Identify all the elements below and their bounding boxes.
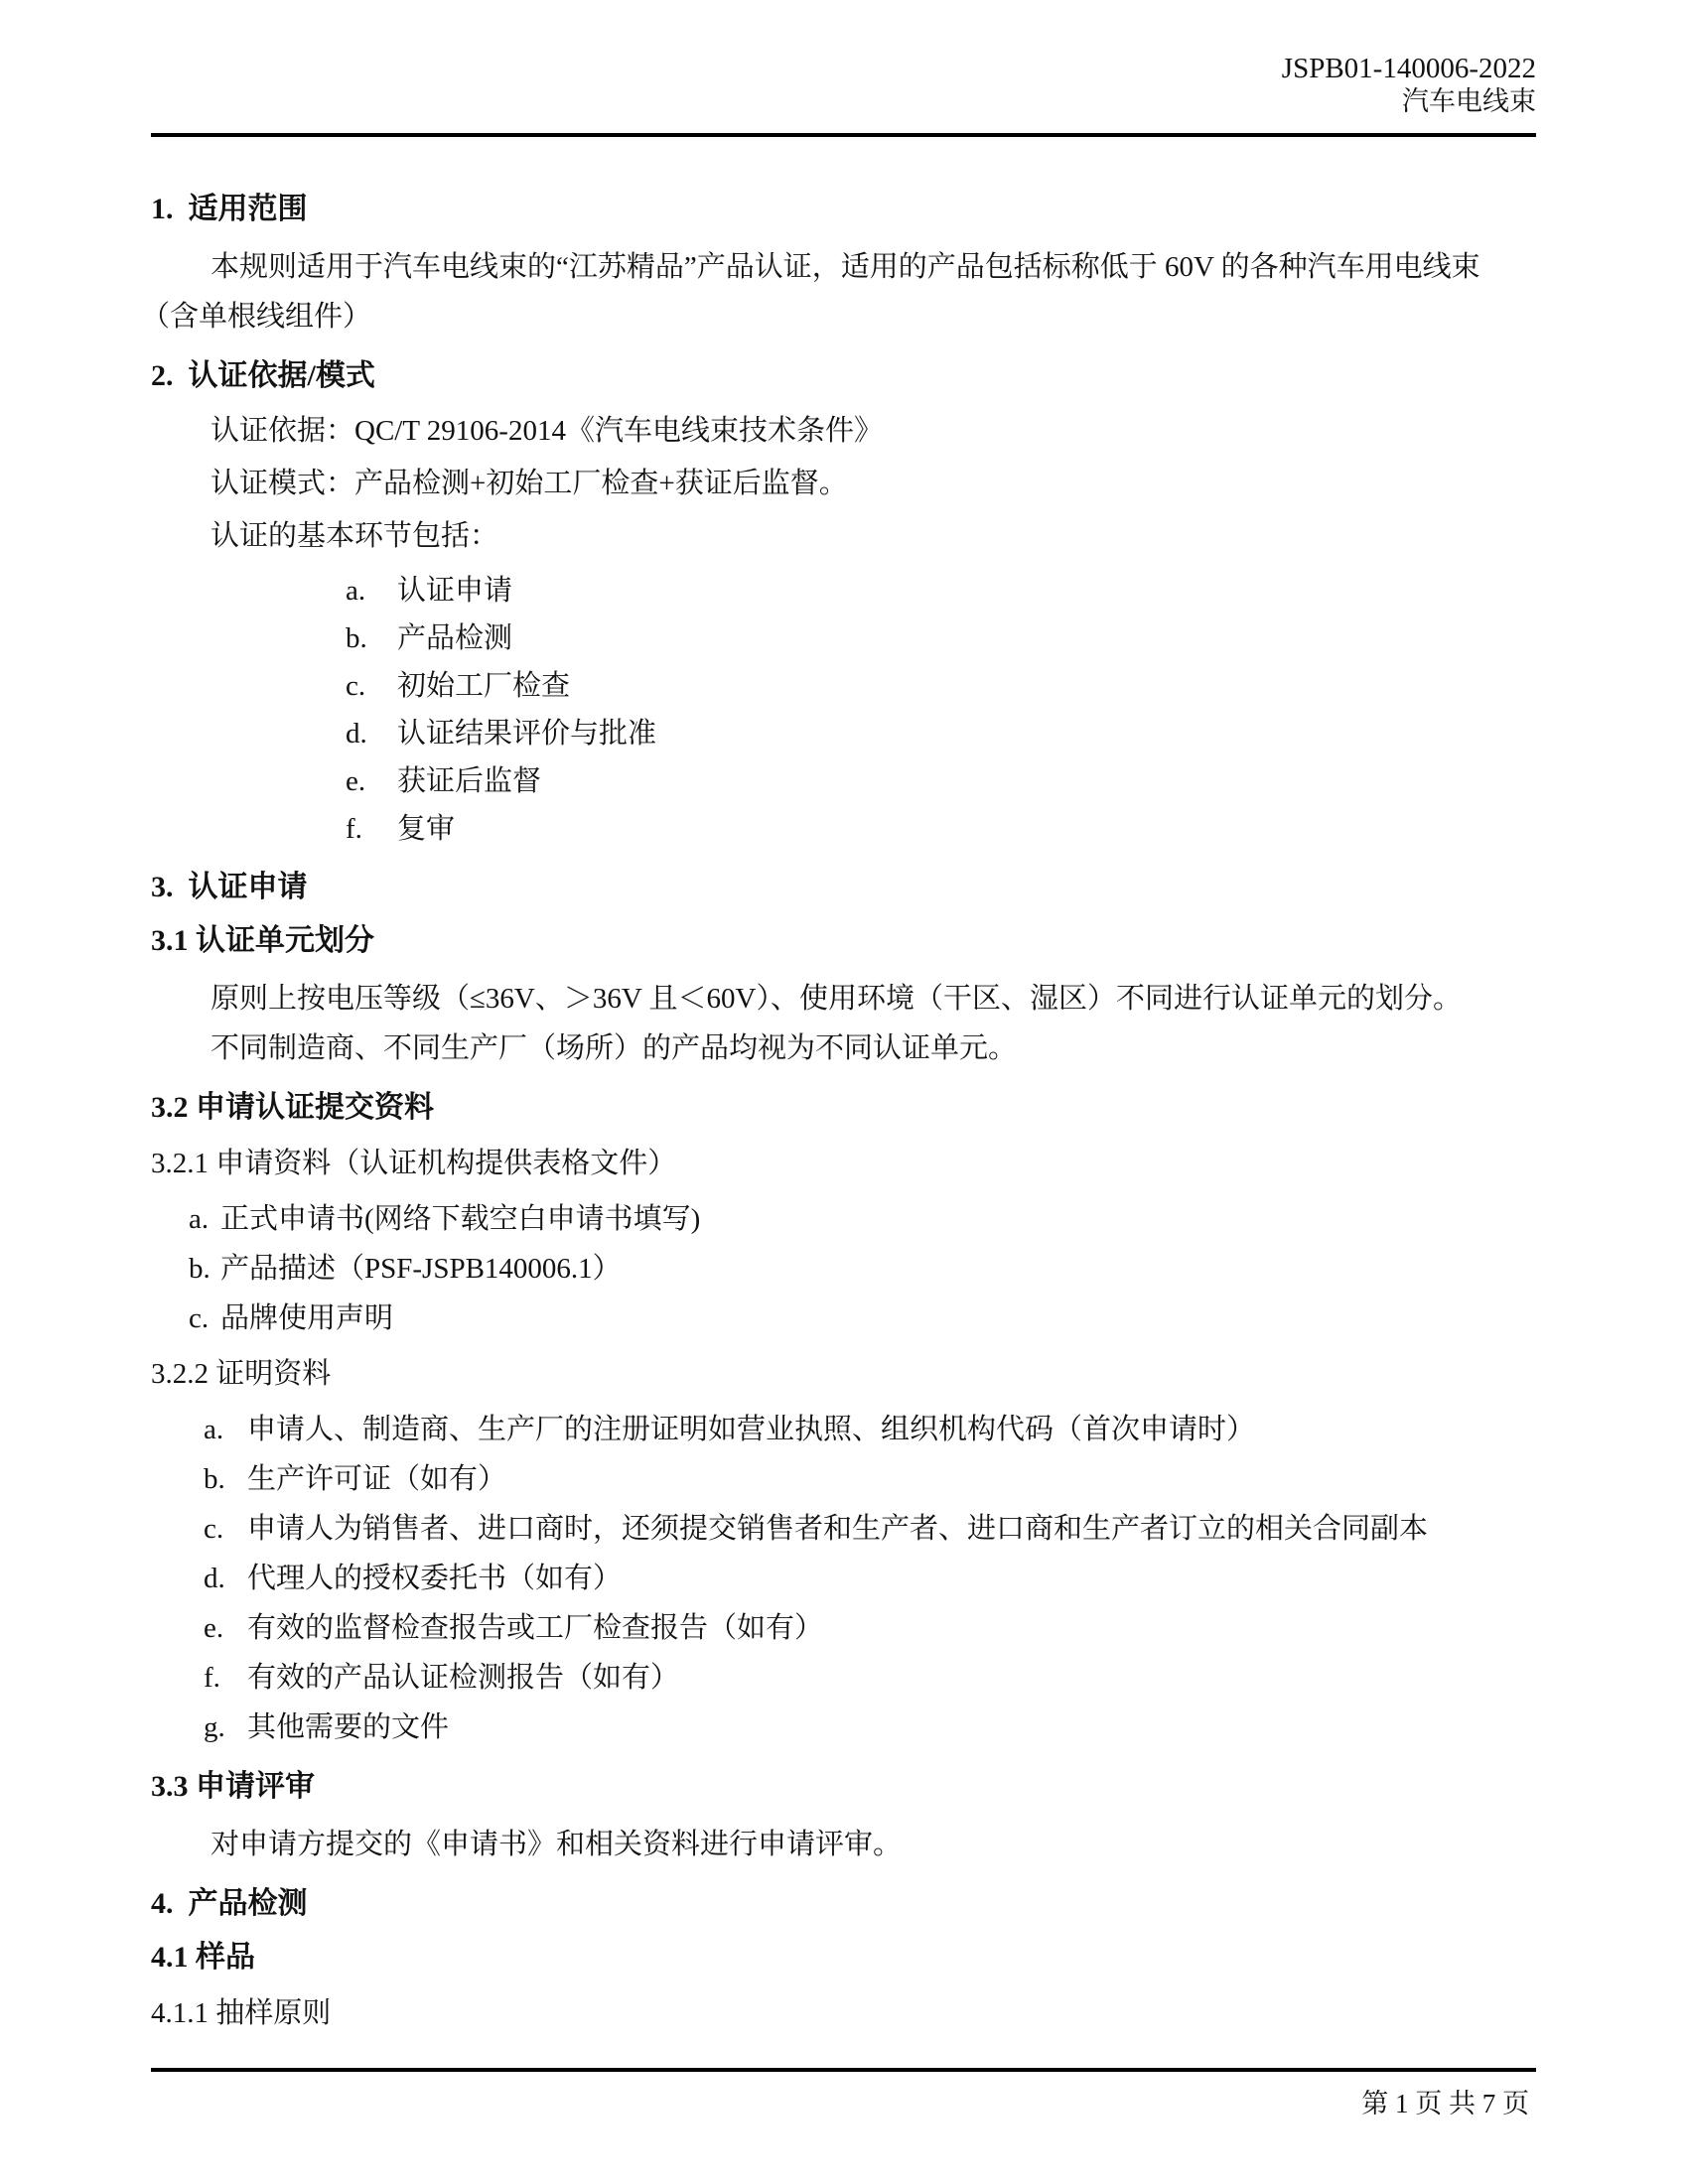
list-item-text: 代理人的授权委托书（如有） bbox=[247, 1563, 623, 1594]
list-marker: f. bbox=[346, 813, 362, 845]
list-item bbox=[346, 662, 1536, 710]
header-rule bbox=[151, 133, 1536, 137]
list-marker: d. bbox=[346, 718, 367, 750]
section-1-paragraph-line-2: （含单根线组件） bbox=[141, 301, 372, 333]
list-marker: b. bbox=[189, 1253, 211, 1285]
list-item bbox=[204, 1653, 1536, 1703]
document-header bbox=[151, 52, 1536, 117]
list-item-text: 正式申请书(网络下载空白申请书填写) bbox=[220, 1203, 701, 1235]
section-3-2-heading: 3.2 申请认证提交资料 bbox=[151, 1091, 434, 1124]
list-item-text: 初始工厂检查 bbox=[397, 670, 571, 702]
list-item-text: 其他需要的文件 bbox=[247, 1711, 450, 1743]
list-marker: a. bbox=[346, 575, 366, 607]
doc-product-name: 汽车电线束 bbox=[1402, 86, 1536, 116]
list-marker: c. bbox=[189, 1302, 210, 1334]
list-item-text: 产品描述（PSF-JSPB140006.1） bbox=[220, 1253, 622, 1285]
list-item-text: 生产许可证（如有） bbox=[247, 1463, 507, 1495]
list-item-text: 产品检测 bbox=[397, 622, 513, 654]
doc-number: JSPB01-140006-2022 bbox=[1281, 53, 1536, 84]
list-marker: c. bbox=[346, 670, 366, 702]
section-1-heading: 1. 适用范围 bbox=[151, 193, 308, 225]
page-number: 第 1 页 共 7 页 bbox=[1361, 2089, 1529, 2118]
list-marker: b. bbox=[346, 622, 367, 654]
list-item bbox=[189, 1244, 1536, 1294]
list-item bbox=[204, 1603, 1536, 1653]
list-item-text: 获证后监督 bbox=[397, 765, 542, 797]
certification-basis-line: 认证依据：QC/T 29106-2014《汽车电线束技术条件》 bbox=[211, 415, 883, 447]
list-item bbox=[204, 1405, 1536, 1454]
section-3-1-heading: 3.1 认证单元划分 bbox=[151, 924, 374, 957]
list-item bbox=[204, 1504, 1536, 1554]
list-item-text: 认证申请 bbox=[397, 575, 513, 607]
list-item-text: 认证结果评价与批准 bbox=[397, 718, 657, 750]
list-item bbox=[346, 757, 1536, 805]
section-4-1-1-heading: 4.1.1 抽样原则 bbox=[151, 1997, 332, 2029]
list-item-text: 有效的监督检查报告或工厂检查报告（如有） bbox=[247, 1612, 824, 1644]
list-marker: f. bbox=[204, 1662, 220, 1694]
list-marker: a. bbox=[204, 1414, 224, 1445]
list-item bbox=[204, 1703, 1536, 1752]
list-marker: d. bbox=[204, 1563, 225, 1594]
certification-mode-line: 认证模式：产品检测+初始工厂检查+获证后监督。 bbox=[211, 468, 848, 499]
list-marker: a. bbox=[189, 1203, 210, 1235]
list-item bbox=[204, 1454, 1536, 1504]
footer-rule bbox=[151, 2068, 1536, 2072]
list-item bbox=[346, 614, 1536, 662]
section-4-heading: 4. 产品检测 bbox=[151, 1887, 308, 1920]
list-marker: b. bbox=[204, 1463, 225, 1495]
basic-steps-intro-line: 认证的基本环节包括： bbox=[211, 520, 499, 552]
section-3-1-paragraph-line-2: 不同制造商、不同生产厂（场所）的产品均视为不同认证单元。 bbox=[211, 1032, 1018, 1064]
list-item bbox=[346, 567, 1536, 614]
list-item bbox=[346, 710, 1536, 757]
list-item-text: 有效的产品认证检测报告（如有） bbox=[247, 1662, 680, 1694]
list-item-text: 复审 bbox=[397, 813, 456, 845]
list-item bbox=[346, 805, 1536, 853]
list-marker: e. bbox=[204, 1612, 224, 1644]
section-3-heading: 3. 认证申请 bbox=[151, 871, 308, 903]
list-item bbox=[189, 1194, 1536, 1244]
section-3-3-heading: 3.3 申请评审 bbox=[151, 1770, 315, 1803]
list-marker: e. bbox=[346, 765, 366, 797]
section-1-paragraph-line-1: 本规则适用于汽车电线束的“江苏精品”产品认证，适用的产品包括标称低于 60V 的各种汽车用电线束 bbox=[211, 251, 1480, 283]
section-2-heading: 2. 认证依据/模式 bbox=[151, 359, 375, 392]
list-item-text: 申请人为销售者、进口商时，还须提交销售者和生产者、进口商和生产者订立的相关合同副本 bbox=[247, 1513, 1429, 1545]
list-item-text: 品牌使用声明 bbox=[220, 1302, 394, 1334]
list-marker: c. bbox=[204, 1513, 224, 1545]
section-3-2-2-heading: 3.2.2 证明资料 bbox=[151, 1358, 332, 1390]
list-marker: g. bbox=[204, 1711, 225, 1743]
list-item-text: 申请人、制造商、生产厂的注册证明如营业执照、组织机构代码（首次申请时） bbox=[247, 1414, 1256, 1445]
list-item bbox=[204, 1554, 1536, 1603]
section-4-1-heading: 4.1 样品 bbox=[151, 1941, 255, 1974]
section-3-3-paragraph: 对申请方提交的《申请书》和相关资料进行申请评审。 bbox=[211, 1829, 903, 1860]
section-3-2-1-heading: 3.2.1 申请资料（认证机构提供表格文件） bbox=[151, 1148, 677, 1179]
list-item bbox=[189, 1294, 1536, 1343]
section-3-1-paragraph-line-1: 原则上按电压等级（≤36V、＞36V 且＜60V）、使用环境（干区、湿区）不同进行认证单元的划分。 bbox=[211, 983, 1462, 1015]
